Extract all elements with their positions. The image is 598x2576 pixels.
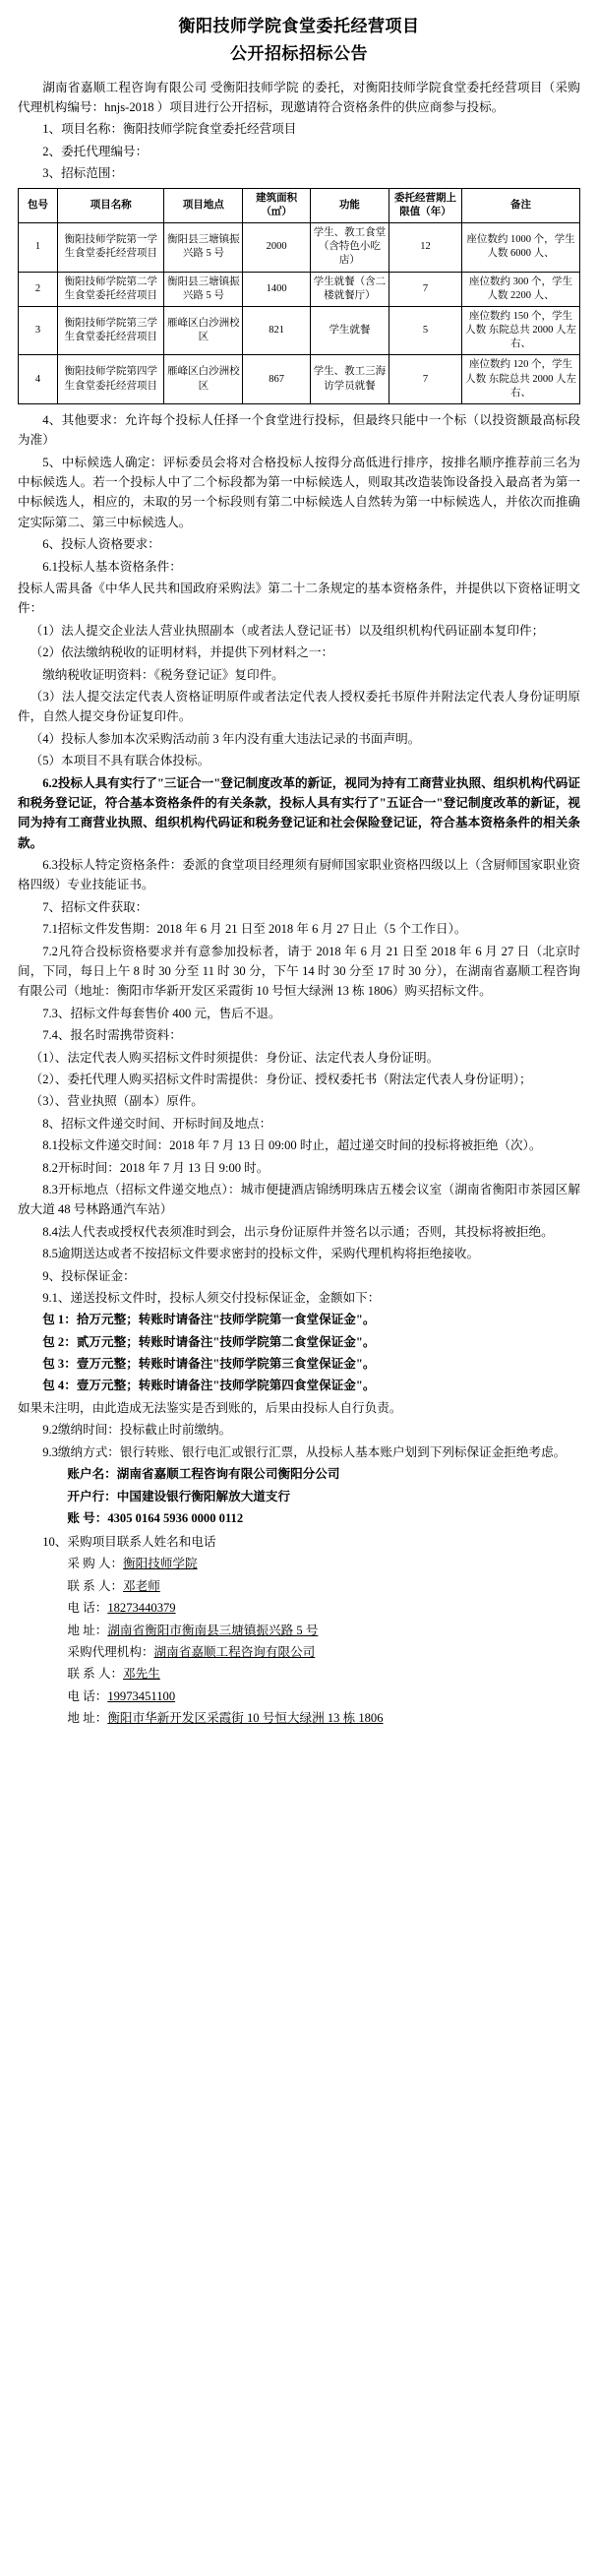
account-name-line xyxy=(18,1464,580,1486)
contact-purchaser-address-value: 湖南省衡阳市衡南县三塘镇振兴路 5 号 xyxy=(107,1623,319,1637)
account-number-value: 4305 0164 5936 0000 0112 xyxy=(107,1511,244,1526)
cell-no: 1 xyxy=(19,222,58,272)
section-1-project-name: 1、项目名称：衡阳技师学院食堂委托经营项目 xyxy=(42,122,297,137)
section-6-1-item-4: （4）投标人参加本次采购活动前 3 年内没有重大违法记录的书面声明。 xyxy=(30,731,421,746)
contact-agency xyxy=(18,1642,580,1663)
contact-purchaser-phone-label: 电 话： xyxy=(67,1601,108,1616)
contact-agency-phone xyxy=(18,1687,580,1707)
section-6-1-title: 6.1投标人基本资格条件： xyxy=(42,559,182,574)
section-6-1-item-1: （1）法人提交企业法人营业执照副本（或者法人登记证书）以及组织机构代码证副本复印件； xyxy=(30,623,545,638)
cell-years: 7 xyxy=(389,355,461,404)
col-header-area: 建筑面积（㎡） xyxy=(243,188,311,222)
cell-project-name: 衡阳技师学院第一学生食堂委托经营项目 xyxy=(57,222,163,272)
table-row xyxy=(19,355,580,404)
account-number-label: 账 号： xyxy=(67,1511,108,1526)
cell-remark: 座位数约 1000 个，学生人数 6000 人、 xyxy=(462,222,580,272)
section-6-2-registration-reform: 6.2投标人具有实行了"三证合一"登记制度改革的新证，视同为持有工商营业执照、组织机构代码证和税务登记证，符合基本资格条件的有关条款，投标人具有实行了"五证合一"登记制度改革的新证，视同为持有工商营业执照、组织机构代码证和税务登记证和社会保险登记证，符合基本资格条件的相关条款。 xyxy=(18,775,580,850)
contact-agency-person-value: 邓先生 xyxy=(123,1667,160,1682)
account-name-value: 湖南省嘉顺工程咨询有限公司衡阳分公司 xyxy=(116,1467,340,1482)
account-name-label: 账户名： xyxy=(67,1467,117,1482)
cell-function: 学生就餐 xyxy=(310,306,389,355)
contact-purchaser-address-label: 地 址： xyxy=(67,1623,108,1637)
contact-agency-person-label: 联 系 人： xyxy=(67,1667,124,1682)
page-title-line1: 衡阳技师学院食堂委托经营项目 xyxy=(178,17,420,35)
table-row xyxy=(19,272,580,306)
section-7-3-price: 7.3、招标文件每套售价 400 元，售后不退。 xyxy=(42,1006,281,1020)
cell-years: 5 xyxy=(389,306,461,355)
section-6-title: 6、投标人资格要求： xyxy=(42,537,160,552)
section-6-1-item-2: （2）依法缴纳税收的证明材料，并提供下列材料之一： xyxy=(30,645,334,660)
section-5-candidate-determination: 5、中标候选人确定：评标委员会将对合格投标人按得分高低进行排序，按排名顺序推荐前三名为中标候选人。若一个投标人中了二个标段都为第一中标候选人，则取其改造装饰设备投入最高者为第一中标候选人，相应的，未取的另一个标段则有第二中标候选人自然转为第一中标候选人，并依次而推确定实际第二、第三中标候选人。 xyxy=(18,455,580,529)
cell-area: 1400 xyxy=(243,272,311,306)
section-6-1-body: 投标人需具备《中华人民共和国政府采购法》第二十二条规定的基本资格条件，并提供以下资格证明文件： xyxy=(18,582,580,616)
contact-agency-label: 采购代理机构： xyxy=(67,1645,154,1659)
section-9-1-deposit: 9.1、递送投标文件时，投标人须交付投标保证金，金额如下： xyxy=(42,1290,381,1305)
section-7-4-item-3: （3）、营业执照（副本）原件。 xyxy=(30,1094,204,1109)
col-header-no: 包号 xyxy=(19,188,58,222)
section-6-3-specific-qualification: 6.3投标人特定资格条件：委派的食堂项目经理须有厨师国家职业资格四级以上（含厨师国家职业资格四级）专业技能证书。 xyxy=(18,858,580,892)
col-header-function: 功能 xyxy=(310,188,389,222)
section-7-title: 7、招标文件获取： xyxy=(42,899,149,914)
table-header-row xyxy=(19,188,580,222)
cell-remark: 座位数约 150 个，学生人数 东院总共 2000 人左右、 xyxy=(462,306,580,355)
deposit-package-2: 包 2：贰万元整；转账时请备注"技师学院第二食堂保证金"。 xyxy=(42,1334,376,1349)
col-header-remark: 备注 xyxy=(462,188,580,222)
account-bank-label: 开户行： xyxy=(67,1489,117,1503)
cell-location: 雁峰区白沙洲校区 xyxy=(164,355,243,404)
section-6-1-item-3: （3）法人提交法定代表人资格证明原件或者法定代表人授权委托书原件并附法定代表人身份证明原件，自然人提交身份证复印件。 xyxy=(18,689,580,724)
contact-agency-phone-value: 19973451100 xyxy=(107,1688,176,1703)
section-8-1-submission-time: 8.1投标文件递交时间：2018 年 7 月 13 日 09:00 时止，超过递交时间的投标将被拒绝（次）。 xyxy=(42,1138,542,1153)
deposit-note: 如果未注明，由此造成无法鉴实是否到账的，后果由投标人自行负责。 xyxy=(18,1400,402,1415)
contact-agency-value: 湖南省嘉顺工程咨询有限公司 xyxy=(153,1645,316,1659)
intro-paragraph: 湖南省嘉顺工程咨询有限公司 受衡阳技师学院 的委托，对衡阳技师学院食堂委托经营项目（采购代理机构编号：hnjs-2018 ）项目进行公开招标，现邀请符合资格条件的供应商参与投标。 xyxy=(18,80,580,115)
section-7-2-purchase-details: 7.2凡符合投标资格要求并有意参加投标者，请于 2018 年 6 月 21 日至 2018 年 6 月 27 日（北京时间，下同，每日上午 8 时 30 分至 11 时 30 分，下午 14 时 30 分至 17 时 30 分），在湖南省嘉顺工程咨询有限公司（地址：衡阳市华新开发区采霞街 10 号恒大绿洲 13 栋 1806）购买招标文件。 xyxy=(18,944,580,999)
bid-package-table xyxy=(18,188,580,404)
section-8-3-opening-location: 8.3开标地点（招标文件递交地点）：城市便捷酒店锦绣明珠店五楼会议室（湖南省衡阳市茶园区解放大道 48 号林路通汽车站） xyxy=(18,1182,580,1217)
contact-agency-address-value: 衡阳市华新开发区采霞街 10 号恒大绿洲 13 栋 1806 xyxy=(107,1711,384,1726)
cell-project-name: 衡阳技师学院第三学生食堂委托经营项目 xyxy=(57,306,163,355)
cell-function: 学生、教工食堂（含特色小吃店） xyxy=(310,222,389,272)
contact-agency-address-label: 地 址： xyxy=(67,1711,108,1726)
cell-area: 821 xyxy=(243,306,311,355)
cell-area: 867 xyxy=(243,355,311,404)
cell-location: 衡阳县三塘镇振兴路 5 号 xyxy=(164,222,243,272)
section-8-title: 8、招标文件递交时间、开标时间及地点： xyxy=(42,1116,272,1131)
section-6-1-item-2-detail: 缴纳税收证明资料：《税务登记证》复印件。 xyxy=(42,667,284,682)
cell-function: 学生就餐（含二楼就餐厅） xyxy=(310,272,389,306)
section-8-4-attendance: 8.4法人代表或授权代表须准时到会，出示身份证原件并签名以示通；否则，其投标将被拒绝。 xyxy=(42,1224,554,1239)
deposit-package-3: 包 3：壹万元整；转账时请备注"技师学院第三食堂保证金"。 xyxy=(42,1357,376,1372)
contact-purchaser-value: 衡阳技师学院 xyxy=(123,1557,198,1571)
section-9-3-deposit-method: 9.3缴纳方式：银行转账、银行电汇或银行汇票，从投标人基本账户划到下列标保证金拒绝考虑。 xyxy=(42,1444,567,1459)
contact-purchaser-address xyxy=(18,1621,580,1641)
account-number-line xyxy=(18,1508,580,1530)
section-8-2-opening-time: 8.2开标时间：2018 年 7 月 13 日 9:00 时。 xyxy=(42,1160,269,1175)
cell-location: 雁峰区白沙洲校区 xyxy=(164,306,243,355)
col-header-years: 委托经营期上限值（年） xyxy=(389,188,461,222)
contact-purchaser-person-value: 邓老师 xyxy=(123,1578,160,1593)
cell-no: 4 xyxy=(19,355,58,404)
cell-area: 2000 xyxy=(243,222,311,272)
cell-project-name: 衡阳技师学院第四学生食堂委托经营项目 xyxy=(57,355,163,404)
section-8-5-late-submission: 8.5逾期送达或者不按招标文件要求密封的投标文件，采购代理机构将拒绝接收。 xyxy=(42,1247,480,1261)
contact-agency-phone-label: 电 话： xyxy=(67,1688,108,1703)
page-title-line2: 公开招标招标公告 xyxy=(230,44,368,64)
cell-remark: 座位数约 120 个，学生人数 东院总共 2000 人左右、 xyxy=(462,355,580,404)
contact-purchaser-label: 采 购 人： xyxy=(67,1557,124,1571)
section-9-2-deposit-time: 9.2缴纳时间：投标截止时前缴纳。 xyxy=(42,1423,232,1438)
cell-function: 学生、教工三海访学员就餐 xyxy=(310,355,389,404)
table-row xyxy=(19,222,580,272)
section-10-title: 10、采购项目联系人姓名和电话 xyxy=(42,1534,216,1549)
deposit-package-4: 包 4：壹万元整；转账时请备注"技师学院第四食堂保证金"。 xyxy=(42,1379,376,1393)
section-4-other-requirements: 4、其他要求：允许每个投标人任择一个食堂进行投标，但最终只能中一个标（以投资额最高标段为准） xyxy=(18,412,580,448)
cell-no: 3 xyxy=(19,306,58,355)
deposit-package-1: 包 1：拾万元整；转账时请备注"技师学院第一食堂保证金"。 xyxy=(42,1313,376,1327)
section-9-title: 9、投标保证金： xyxy=(42,1268,136,1283)
section-7-1-sale-period: 7.1招标文件发售期：2018 年 6 月 21 日至 2018 年 6 月 27 日止（5 个工作日）。 xyxy=(42,922,467,937)
contact-agency-person xyxy=(18,1664,580,1685)
section-7-4-materials-title: 7.4、报名时需携带资料： xyxy=(42,1028,182,1043)
contact-purchaser xyxy=(18,1554,580,1574)
account-bank-value: 中国建设银行衡阳解放大道支行 xyxy=(116,1489,291,1503)
cell-no: 2 xyxy=(19,272,58,306)
cell-years: 7 xyxy=(389,272,461,306)
contact-agency-address xyxy=(18,1708,580,1729)
cell-project-name: 衡阳技师学院第二学生食堂委托经营项目 xyxy=(57,272,163,306)
contact-purchaser-person xyxy=(18,1576,580,1597)
cell-years: 12 xyxy=(389,222,461,272)
table-row xyxy=(19,306,580,355)
contact-purchaser-phone-value: 18273440379 xyxy=(107,1601,176,1616)
account-bank-line xyxy=(18,1487,580,1508)
col-header-location: 项目地点 xyxy=(164,188,243,222)
contact-purchaser-person-label: 联 系 人： xyxy=(67,1578,124,1593)
cell-remark: 座位数约 300 个，学生人数 2200 人、 xyxy=(462,272,580,306)
cell-location: 衡阳县三塘镇振兴路 5 号 xyxy=(164,272,243,306)
contact-purchaser-phone xyxy=(18,1598,580,1619)
section-7-4-item-1: （1）、法定代表人购买招标文件时须提供：身份证、法定代表人身份证明。 xyxy=(30,1050,440,1065)
section-7-4-item-2: （2）、委托代理人购买招标文件时需提供：身份证、授权委托书（附法定代表人身份证明）； xyxy=(30,1072,532,1086)
section-2-agency-number: 2、委托代理编号： xyxy=(42,144,149,158)
col-header-project-name: 项目名称 xyxy=(57,188,163,222)
section-6-1-item-5: （5）本项目不具有联合体投标。 xyxy=(30,754,210,768)
section-3-scope: 3、招标范围： xyxy=(42,166,124,181)
